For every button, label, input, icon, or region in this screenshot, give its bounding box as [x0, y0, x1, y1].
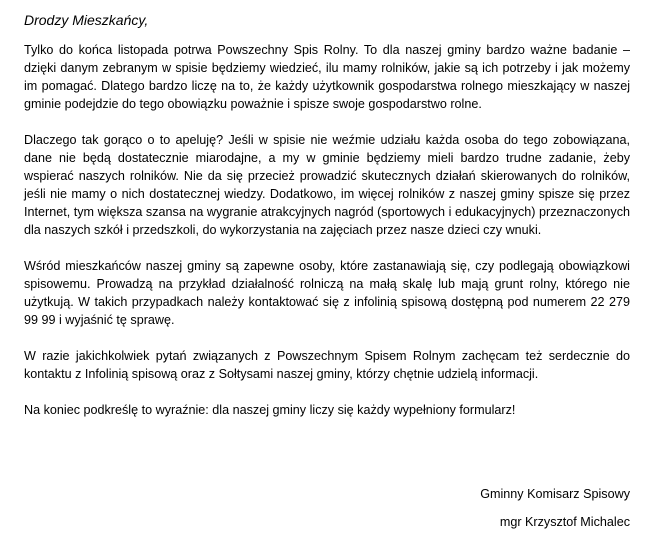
paragraph-closing: Na koniec podkreślę to wyraźnie: dla naszej gminy liczy się każdy wypełniony formularz! — [24, 403, 516, 417]
salutation: Drodzy Mieszkańcy, — [24, 12, 149, 28]
signature-block — [480, 480, 630, 536]
letter-body — [24, 10, 630, 419]
paragraph-contact: W razie jakichkolwiek pytań związanych z Powszechnym Spisem Rolnym zachęcam też serdecznie do kontaktu z Infolinią spisową oraz z Sołtysami naszej gminy, którzy chętnie udzielą informacji. — [24, 349, 630, 381]
paragraph-why-appeal: Dlaczego tak gorąco o to apeluję? Jeśli w spisie nie weźmie udziału każda osoba do tego zobowiązana, dane nie będą dostatecznie miarodajne, a my w gminie będziemy mieli bardzo trudne zadanie, żeby wspierać naszych rolników. Nie da się przecież prowadzić skutecznych działań skierowanych do rolników, jeśli nie mamy o nich dostatecznej wiedzy. Dodatkowo, im więcej rolników z naszej gminy spisze się przez Internet, tym większa szansa na wygranie atrakcyjnych nagród (sportowych i edukacyjnych) przeznaczonych dla naszych szkół i przedszkoli, do wykorzystania na zajęciach przez nasze dzieci czy wnuki. — [24, 133, 630, 237]
paragraph-obligation-hotline: Wśród mieszkańców naszej gminy są zapewne osoby, które zastanawiają się, czy podlegają obowiązkowi spisowemu. Prowadzą na przykład działalność rolniczą na małą skalę lub mają grunt rolny, którego nie użytkują. W takich przypadkach należy kontaktować się z infolinią spisową dostępną pod numerem 22 279 99 99 i wyjaśnić tę sprawę. — [24, 259, 630, 327]
paragraph-census-intro: Tylko do końca listopada potrwa Powszechny Spis Rolny. To dla naszej gminy bardzo ważne badanie – dzięki danym zebranym w spisie będziemy wiedzieć, ilu mamy rolników, jakie są ich potrzeby i jak możemy im pomagać. Dlatego bardzo liczę na to, że każdy użytkownik gospodarstwa rolnego mieszkający w naszej gminie podejdzie do tego obowiązku poważnie i spisze swoje gospodarstwo rolne. — [24, 43, 630, 111]
signature-title: Gminny Komisarz Spisowy — [480, 487, 630, 501]
signature-name: mgr Krzysztof Michalec — [499, 515, 630, 529]
